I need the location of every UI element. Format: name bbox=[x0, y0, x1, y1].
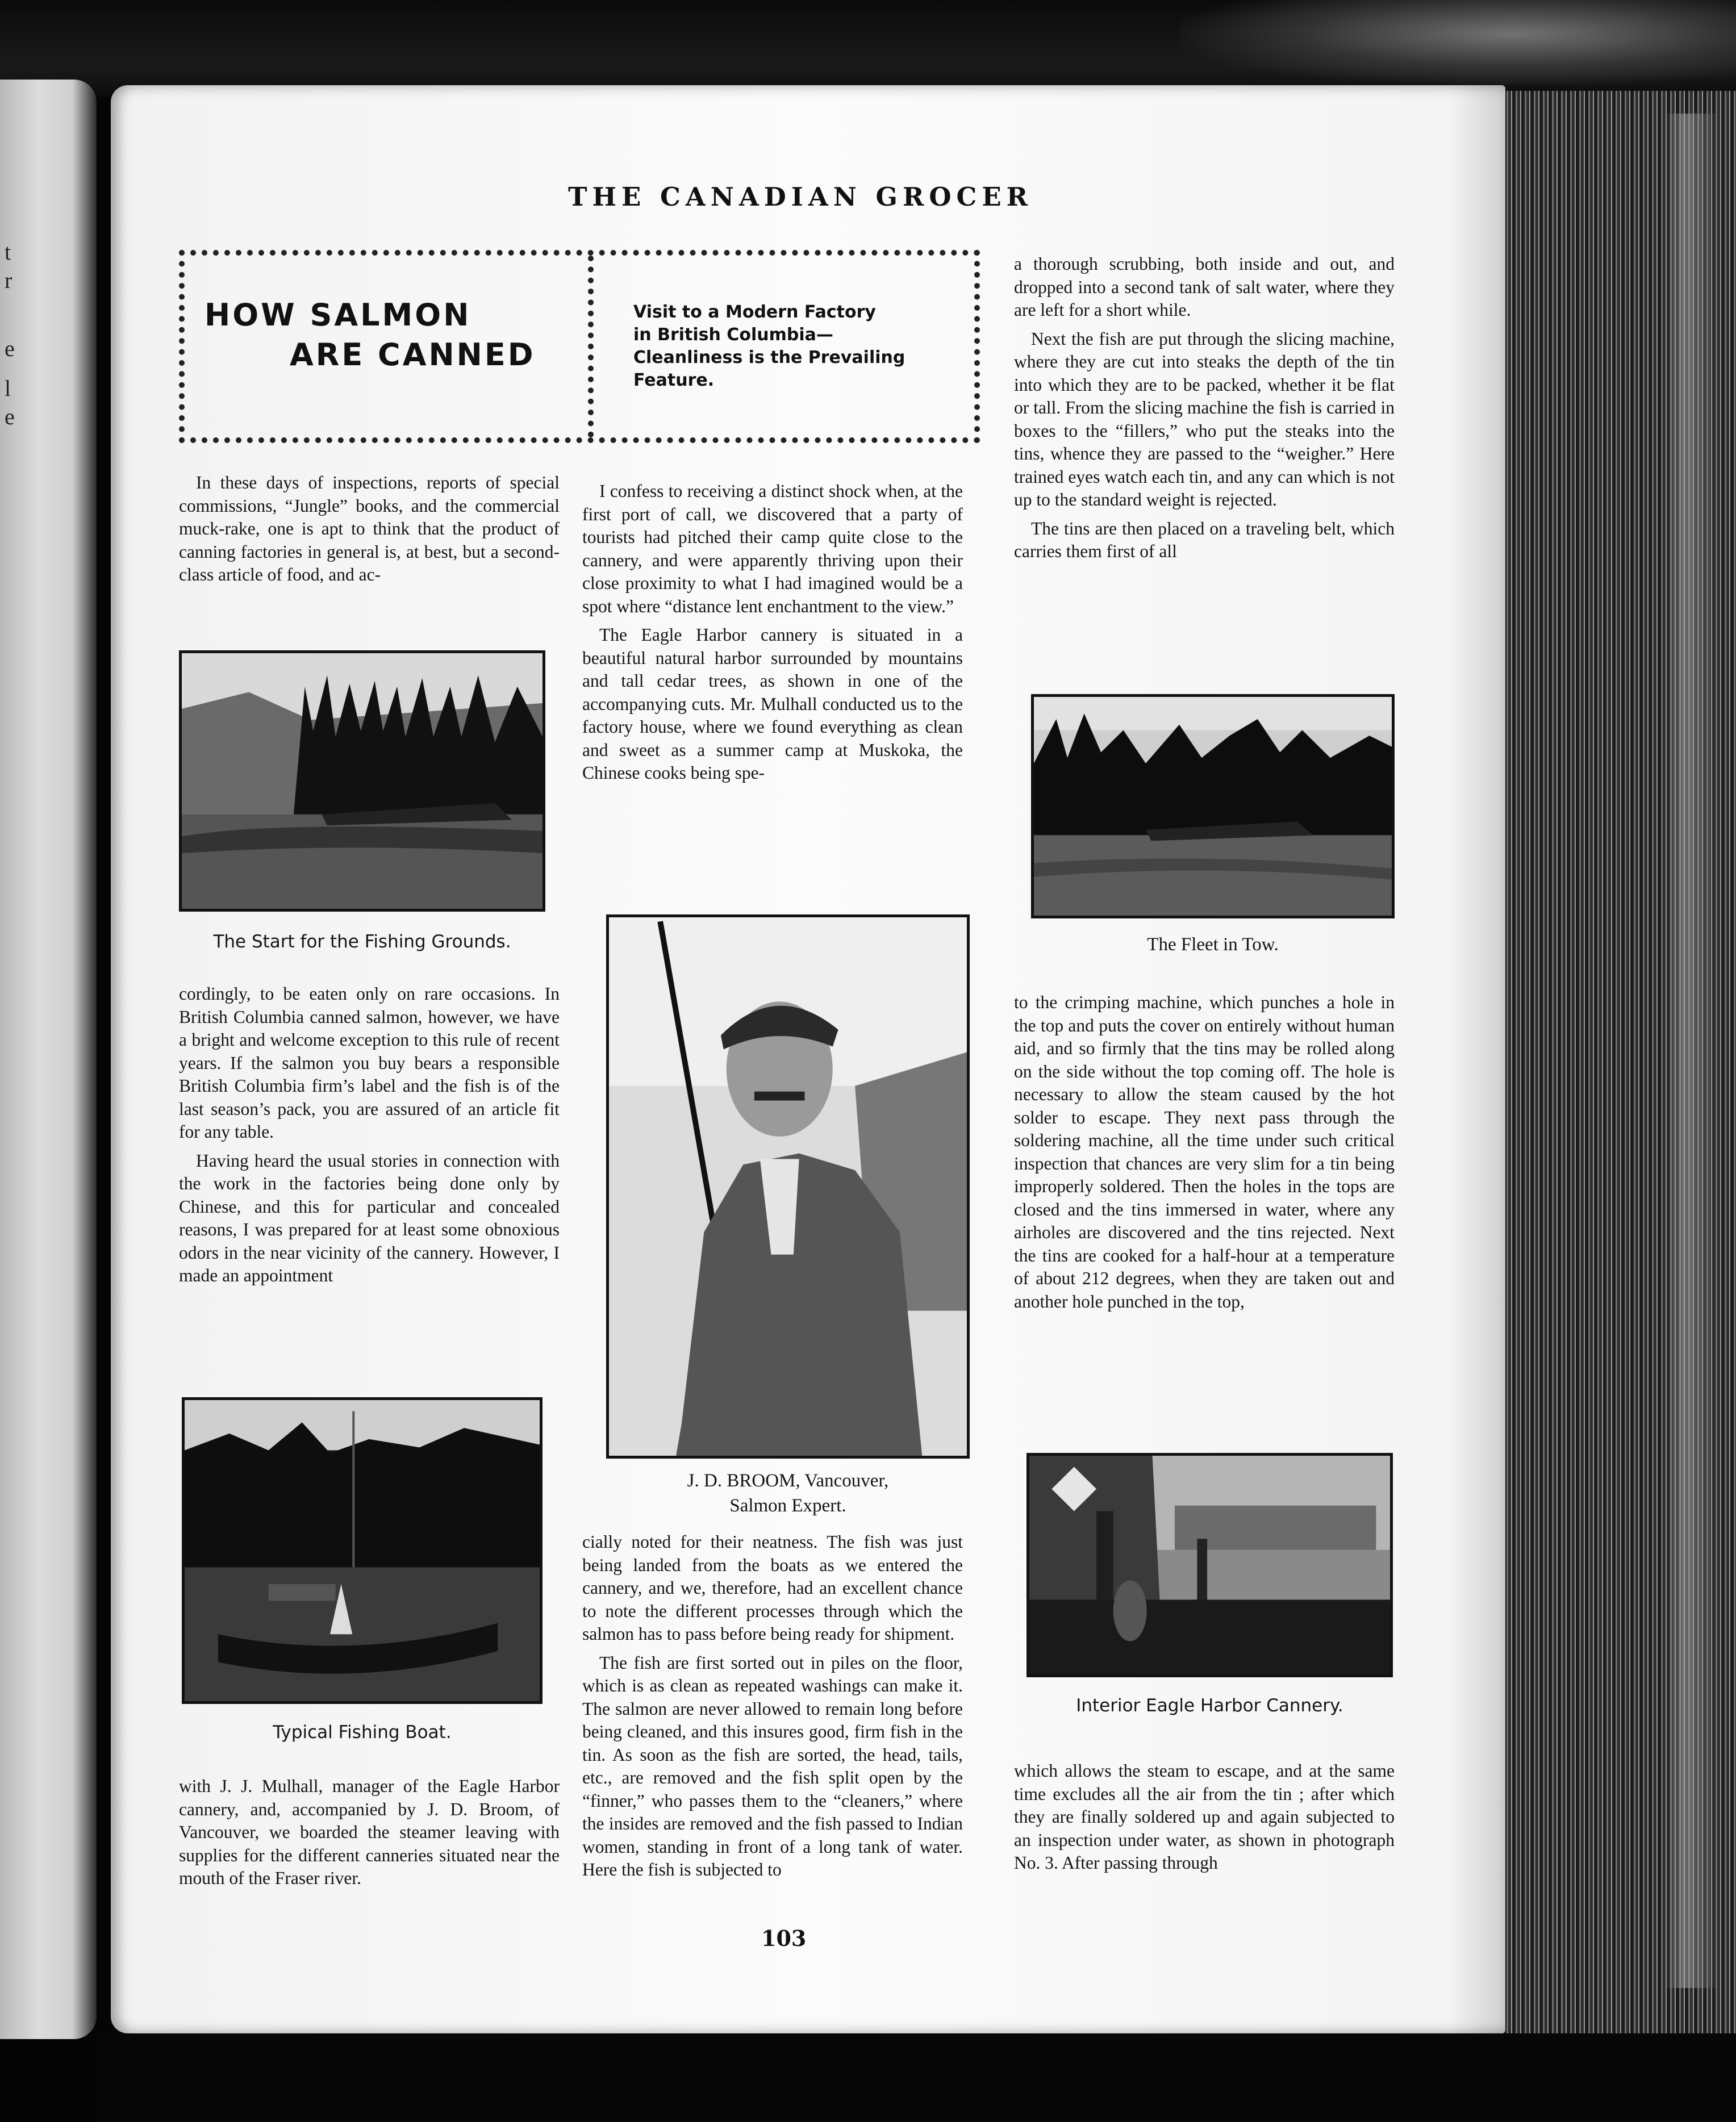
caption-fishing-boat: Typical Fishing Boat. bbox=[273, 1722, 452, 1743]
caption-line: Salmon Expert. bbox=[729, 1496, 846, 1516]
column-1-bottom bbox=[179, 1775, 560, 1896]
page-number: 103 bbox=[761, 1925, 807, 1951]
headline-line-1: HOW SALMON bbox=[205, 297, 471, 333]
column-3-bottom bbox=[1014, 1760, 1395, 1881]
photo-fishing-boat bbox=[182, 1397, 542, 1704]
column-1-top bbox=[179, 471, 560, 592]
paragraph: The Eagle Harbor cannery is situated in a beautiful natural harbor surrounded by mountains and tall cedar trees, as shown in one of the accompanying cuts. Mr. Mulhall conducted us to the factory house, where we found everything as clean and sweet as a summer camp at Muskoka, the Chinese cooks being spe- bbox=[582, 625, 963, 783]
subheadline-line: in British Columbia— bbox=[633, 325, 833, 345]
book-page-edges bbox=[1494, 91, 1736, 2033]
paragraph: Next the fish are put through the slicing machine, where they are cut into steaks the depth of the tin into which they are to be packed, whether it be flat or tall. From the slicing machine the fish is carried in boxes to the “fillers,” who put the steaks into the tins, whence they are passed to the “weigher.” Here trained eyes watch each tin, and any can which is not up to the standard weight is rejected. bbox=[1014, 328, 1395, 509]
paragraph: which allows the steam to escape, and at the same time excludes all the air from the tin ; after which they are finally soldered up and again subjected to an inspection under water, as shown in photograph No. 3. After passing through bbox=[1014, 1761, 1395, 1873]
facing-page-fragment: e bbox=[5, 404, 15, 429]
headline-divider bbox=[588, 256, 594, 437]
column-3-top bbox=[1014, 253, 1395, 569]
caption-jd-broom bbox=[606, 1468, 970, 1518]
caption-line: J. D. BROOM, Vancouver, bbox=[687, 1471, 889, 1491]
headline bbox=[205, 295, 568, 375]
caption-cannery-interior: Interior Eagle Harbor Cannery. bbox=[1076, 1695, 1343, 1716]
facing-page-fragment: t bbox=[5, 239, 11, 265]
caption-fleet-tow: The Fleet in Tow. bbox=[1147, 934, 1279, 955]
column-2-bottom bbox=[582, 1531, 963, 1887]
facing-page-fragment: e bbox=[5, 336, 15, 361]
photo-jd-broom bbox=[606, 914, 970, 1459]
photo-cannery-interior bbox=[1026, 1453, 1393, 1677]
paragraph: to the crimping machine, which punches a hole in the top and puts the cover on entirely without human aid, and so firmly that the tins may be rolled along on the side without the top coming off. The hole is necessary to allow the steam caused by the hot solder to escape. They next pass through the soldering machine, all the time under such critical inspection that chances are very slim for a tin being improperly soldered. Then the holes in the tops are closed and the tins immersed in water, where any airholes are discovered and the tins rejected. Next the tins are cooked for a half-hour at a temperature of about 212 degrees, when they are taken out and another hole punched in the top, bbox=[1014, 992, 1395, 1311]
facing-page-fragment: r bbox=[5, 268, 12, 293]
photo-start-fishing bbox=[179, 650, 545, 912]
column-1-middle bbox=[179, 983, 560, 1293]
photo-fleet-tow bbox=[1031, 694, 1395, 918]
paragraph: The fish are first sorted out in piles on the floor, which is as clean as repeated washings can make it. The salmon are never allowed to remain long before being cleaned, and this insures good, firm fish in the tin. As soon as the fish are sorted, the head, tails, etc., are removed and the fish split open by the “finner,” who passes them to the “cleaners,” where the insides are removed and the fish passed to Indian women, standing in front of a long tank of water. Here the fish is subjected to bbox=[582, 1652, 963, 1879]
column-3-middle bbox=[1014, 991, 1395, 1319]
paragraph: cordingly, to be eaten only on rare occasions. In British Columbia canned salmon, however, we have a bright and welcome exception to this rule of recent years. If the salmon you buy bears a responsible British Columbia firm’s label and the fish is of the last season’s pack, you are assured of an article fit for any table. bbox=[179, 984, 560, 1142]
paragraph: I confess to receiving a distinct shock when, at the first port of call, we discovered that a party of tourists had pitched their camp quite close to the cannery, and were apparently thriving upon their close proximity to what I had imagined would be a spot where “distance lent enchantment to the view.” bbox=[582, 481, 963, 616]
subheadline-line: Feature. bbox=[633, 370, 715, 390]
scan-glare bbox=[1179, 0, 1736, 85]
paragraph: with J. J. Mulhall, manager of the Eagle Harbor cannery, and, accompanied by J. D. Broom, of Vancouver, we boarded the steamer leaving with supplies for the different canneries situated near the mouth of the Fraser river. bbox=[179, 1776, 560, 1888]
magazine-page: THE CANADIAN GROCER HOW SALMON ARE CANNED Visit to a Modern Factory in British Columbia— Cleanliness is the Prevailing Feature. In these days of inspections, reports of special commissions, “Jungle” books, and the commercial muck-rake, one is apt to think that the product of canning factories in general is, at best, but a second-class article of food, and ac- The Start for the Fishing Grounds. cordingly, to be eaten only on rare occasions. In British Columbia canned salmon, however, we have a bright and welcome exception to this rule of recent years. If the salmon you buy bears a responsible British Columbia firm’s label and the fish is of the last season’s pack, you are assured of an article fit for any table. Having heard the usual stories in connection with the work in the factories being done only by Chinese, and this for particular and concealed reasons, I was prepared for at least some obnoxious odors in the near vicinity of the cannery. However, I made an appointment Typical Fishing Boat. with J. J. Mulhall, manager of the Eagle Harbor cannery, and, accompanied by J. D. Broom, of Vancouver, we boarded the steamer leaving with supplies for the different canneries situated near the mouth of the Fraser river. I confess to receiving a distinct shock when, at the first port of call, we discovered that a party of tourists had pitched their camp quite close to the cannery, and were apparently thriving upon their close proximity to what I had imagined would be a spot where “distance lent enchantment to the view.” The Eagle Harbor cannery is situated in a beautiful natural harbor surrounded by mountains and tall cedar trees, as shown in one of the accompanying cuts. Mr. Mulhall conducted us to the factory house, where we found everything as clean and sweet as a summer camp at Muskoka, the Chinese cooks being spe- J. D. BROOM, Vancouver, Salmon Expert. cially noted for their neatness. The fish was just being landed from the boats as we entered the cannery, and we, therefore, had an excellent chance to note the different processes through which the salmon has to pass before being ready for shipment. The fish are first sorted out in piles on the floor, which is as clean as repeated washings can make it. The salmon are never allowed to remain long before being cleaned, and this insures good, firm fish in the tin. As soon as the fish are sorted, the head, tails, etc., are removed and the fish split open by the “finner,” who passes them to the “cleaners,” where the insides are removed and the fish passed to Indian women, standing in front of a long tank of water. Here the fish is subjected to a thorough scrubbing, both inside and out, and dropped into a second tank of salt water, where they are left for a short while. Next the fish are put through the slicing machine, where they are cut into steaks the depth of the tin into which they are to be packed, whether it be flat or tall. From the slicing machine the fish is carried in boxes to the “fillers,” who put the steaks into the tins, whence they are passed to the “weigher.” Here trained eyes watch each tin, and any can which is not up to the standard weight is rejected. The tins are then placed on a traveling belt, which carries them first of all The Fleet in Tow. to the crimping machine, which punches a hole in the top and puts the cover on entirely without human aid, and so firmly that the tins may be rolled along on the side without the top coming off. The hole is necessary to allow the steam caused by the hot solder to escape. They next pass through the soldering machine, all the time under such critical inspection that chances are very slim for a tin being improperly soldered. Then the holes in the tops are closed and the tins immersed in water, where any airholes are discovered and the tins rejected. Next the tins are cooked for a half-hour at a temperature of about 212 degrees, when they are taken out and another hole punched in the top, Interior Eagle Harbor Cannery. which allows the steam to escape, and at the same time excludes all the air from the tin ; after which they are finally soldered up and again subjected to an inspection under water, as shown in photograph No. 3. After passing through 103 bbox=[111, 85, 1505, 2033]
headline-line-2: ARE CANNED bbox=[290, 337, 536, 373]
scan-background-bottom bbox=[97, 2033, 1736, 2122]
paragraph: a thorough scrubbing, both inside and out, and dropped into a second tank of salt water, where they are left for a short while. bbox=[1014, 254, 1395, 320]
facing-page-edge bbox=[0, 80, 97, 2039]
headline-box bbox=[179, 250, 980, 443]
column-2-top bbox=[582, 480, 963, 791]
facing-page-fragment: l bbox=[5, 375, 11, 401]
paragraph: Having heard the usual stories in connection with the work in the factories being done only by Chinese, and this for particular and concealed reasons, I was prepared for at least some obnoxious odors in the near vicinity of the cannery. However, I made an appointment bbox=[179, 1150, 560, 1285]
paragraph: cially noted for their neatness. The fish was just being landed from the boats as we entered the cannery, and we, therefore, had an excellent chance to note the different processes through which the salmon has to pass before being ready for shipment. bbox=[582, 1532, 963, 1644]
paragraph: The tins are then placed on a traveling belt, which carries them first of all bbox=[1014, 518, 1395, 561]
subheadline-line: Cleanliness is the Prevailing bbox=[633, 348, 905, 367]
subheadline bbox=[633, 301, 952, 392]
subheadline-line: Visit to a Modern Factory bbox=[633, 302, 876, 322]
caption-start-fishing: The Start for the Fishing Grounds. bbox=[213, 931, 511, 952]
paragraph: In these days of inspections, reports of special commissions, “Jungle” books, and the commercial muck-rake, one is apt to think that the product of canning factories in general is, at best, but a second-class article of food, and ac- bbox=[179, 473, 560, 584]
